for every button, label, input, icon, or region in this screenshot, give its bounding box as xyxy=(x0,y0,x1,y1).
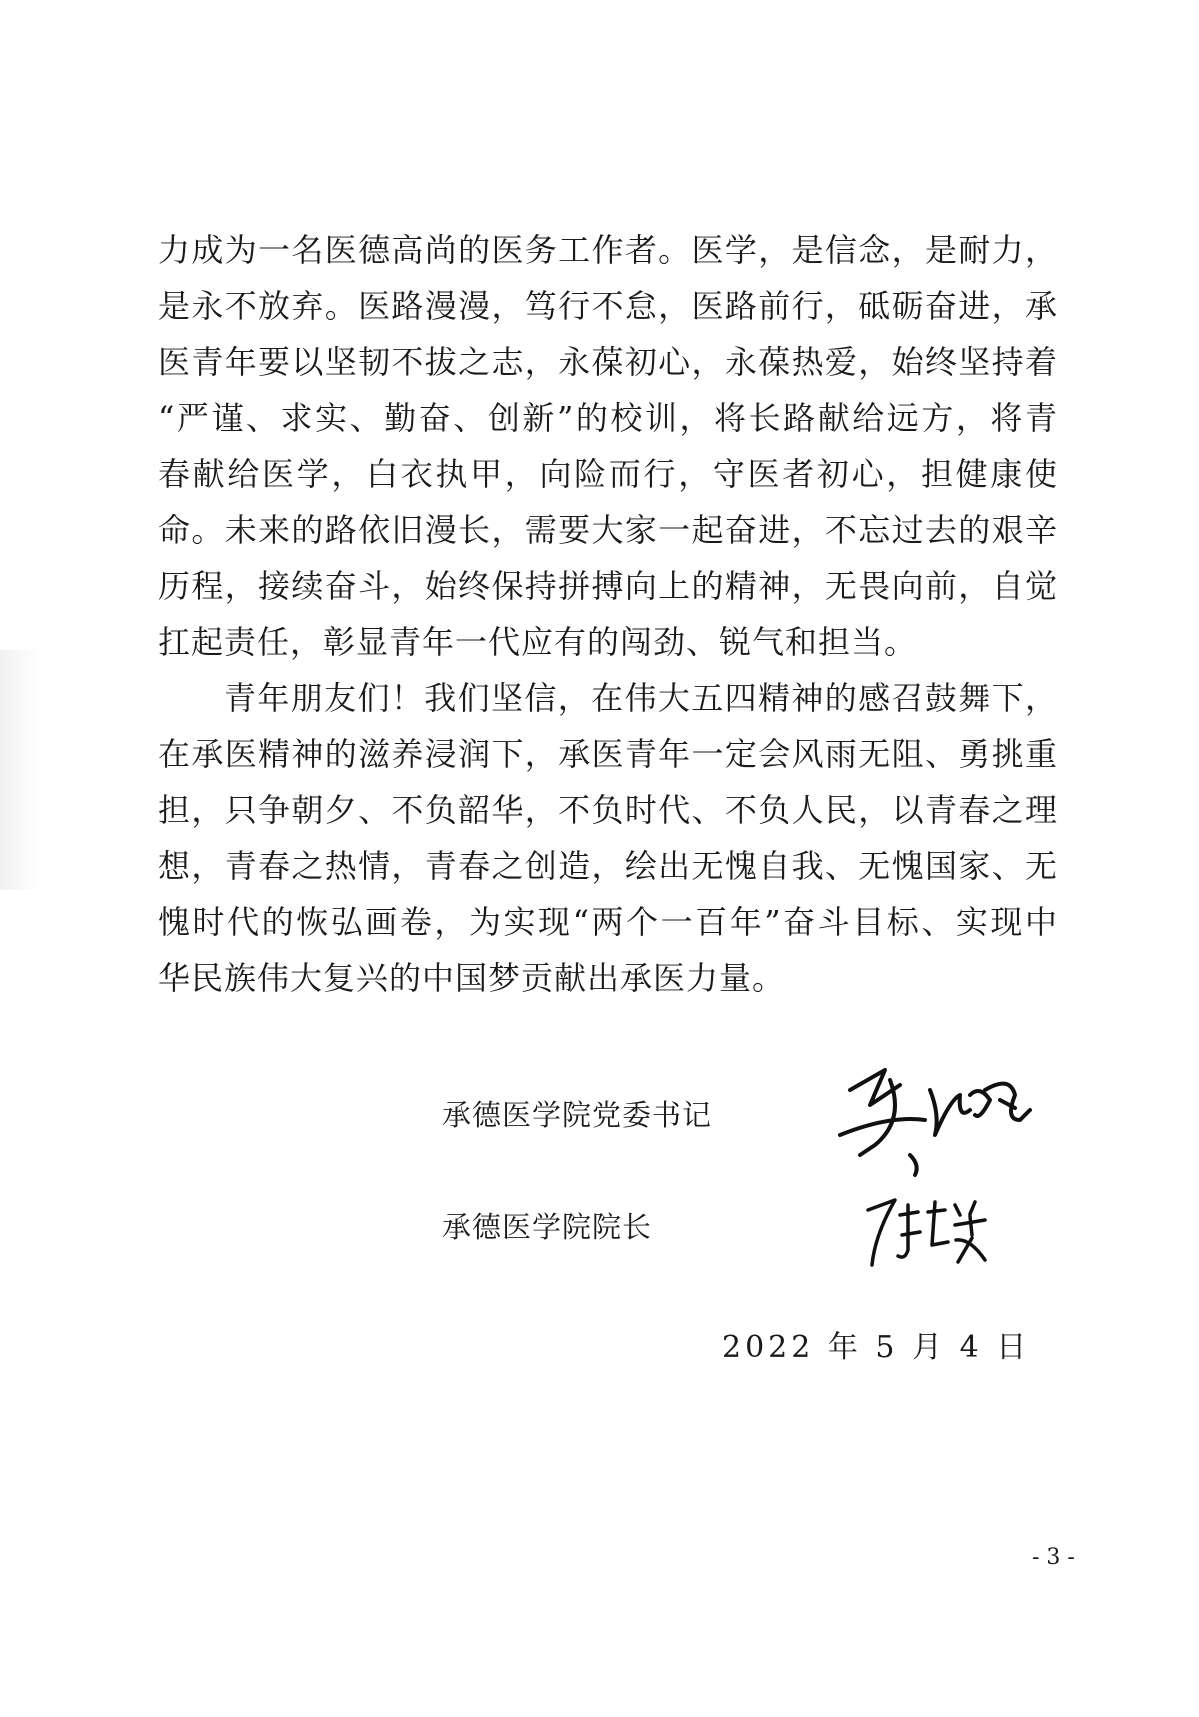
body-line-5: 春献给医学，白衣执甲，向险而行，守医者初心，担健康使 xyxy=(158,455,1058,493)
body-line-10: 在承医精神的滋养浸润下，承医青年一定会风雨无阻、勇挑重 xyxy=(158,735,1058,773)
document-date: 2022 年 5 月 4 日 xyxy=(722,1330,1031,1365)
body-line-8: 扛起责任，彰显青年一代应有的闯劲、锐气和担当。 xyxy=(158,623,918,661)
body-line-14: 华民族伟大复兴的中国梦贡献出承医力量。 xyxy=(158,959,786,997)
president-signature xyxy=(860,1190,1000,1280)
body-line-13: 愧时代的恢弘画卷，为实现“两个一百年”奋斗目标、实现中 xyxy=(158,903,1058,941)
body-line-4: “严谨、求实、勤奋、创新”的校训，将长路献给远方，将青 xyxy=(158,399,1058,437)
secretary-signature xyxy=(830,1060,1040,1180)
body-line-3: 医青年要以坚韧不拔之志，永葆初心，永葆热爱，始终坚持着 xyxy=(158,343,1058,381)
body-line-11: 担，只争朝夕、不负韶华，不负时代、不负人民，以青春之理 xyxy=(158,791,1058,829)
body-line-12: 想，青春之热情，青春之创造，绘出无愧自我、无愧国家、无 xyxy=(158,847,1058,885)
body-line-9: 青年朋友们！我们坚信，在伟大五四精神的感召鼓舞下， xyxy=(224,679,1058,717)
page-number: - 3 - xyxy=(1032,1545,1075,1570)
body-line-7: 历程，接续奋斗，始终保持拼搏向上的精神，无畏向前，自觉 xyxy=(158,567,1058,605)
secretary-title: 承德医学院党委书记 xyxy=(442,1098,713,1132)
body-line-6: 命。未来的路依旧漫长，需要大家一起奋进，不忘过去的艰辛 xyxy=(158,511,1058,549)
president-title: 承德医学院院长 xyxy=(442,1210,653,1244)
body-line-2: 是永不放弃。医路漫漫，笃行不怠，医路前行，砥砺奋进，承 xyxy=(158,287,1058,325)
body-line-1: 力成为一名医德高尚的医务工作者。医学，是信念，是耐力， xyxy=(158,231,1058,269)
